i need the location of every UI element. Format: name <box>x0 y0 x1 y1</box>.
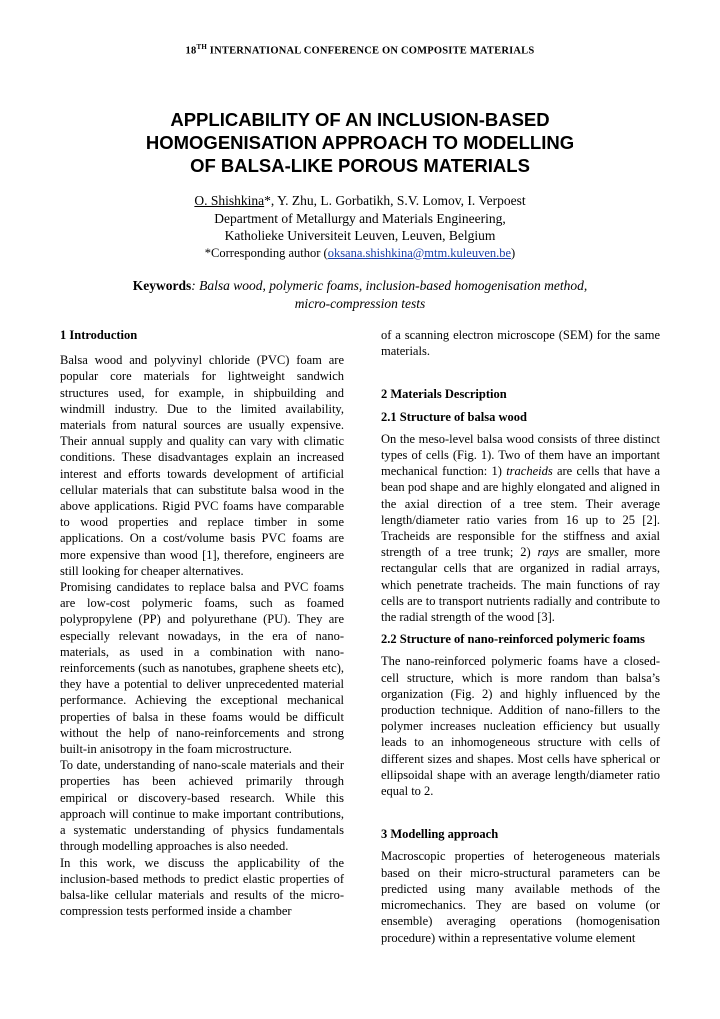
paragraph: To date, understanding of nano-scale materials and their properties has been achieved primarily through empirical or discovery-based research. While this approach will continue to make important contributions, a systematic understanding of physics fundamentals through modelling approaches is also needed. <box>60 758 344 854</box>
section-heading-modelling: 3 Modelling approach <box>381 827 499 842</box>
paragraph: Balsa wood and polyvinyl chloride (PVC) foam are popular core materials for lightweight sandwich structures used, for example, in shipbuilding and windmill industry. Due to the limited availability, materials from natural sources are usually expensive. Their annual supply and quality can vary with climatic conditions. These disadvantages explain an increased interest and efforts towards development of artificial cellular materials that can substitute balsa wood in the above applications. Rigid PVC foams have comparable to wood properties and replace timber in some applications. On a cost/volume basis PVC foams are more expensive than wood [1], therefore, engineers are still looking for cheaper alternatives. <box>60 353 344 578</box>
co-authors: *, Y. Zhu, L. Gorbatikh, S.V. Lomov, I. Verpoest <box>264 193 526 208</box>
keywords <box>70 277 650 313</box>
section-heading-materials: 2 Materials Description <box>381 387 507 402</box>
author-block <box>160 192 560 262</box>
keywords-list: : Balsa wood, polymeric foams, inclusion-based homogenisation method, <box>191 278 588 293</box>
keywords-label: Keywords <box>132 278 192 293</box>
conference-name: INTERNATIONAL CONFERENCE ON COMPOSITE MATERIALS <box>206 45 535 57</box>
conference-ordinal: TH <box>196 43 207 51</box>
paragraph: Macroscopic properties of heterogeneous materials based on their micro-structural parameters can be predicted using many available methods of the micromechanics. They are based on volume (or ensemble) averaging operations (homogenisation procedure) within a representative volume element <box>381 849 660 945</box>
right-column <box>381 327 660 946</box>
keywords-list-cont: micro-compression tests <box>294 296 426 311</box>
paragraph: In this work, we discuss the applicability of the inclusion-based methods to predict elastic properties of balsa-like cellular materials and results of the micro-compression tests performed inside a chamber <box>60 855 344 919</box>
subsection-heading-foams: 2.2 Structure of nano-reinforced polymeric foams <box>381 632 645 647</box>
affiliation-univ: Katholieke Universiteit Leuven, Leuven, Belgium <box>224 228 496 243</box>
paragraph: of a scanning electron microscope (SEM) for the same materials. <box>381 328 660 359</box>
subsection-heading-balsa: 2.1 Structure of balsa wood <box>381 409 527 424</box>
title-line: HOMOGENISATION APPROACH TO MODELLING <box>145 132 575 153</box>
term-rays: rays <box>537 545 560 560</box>
term-tracheids: tracheids <box>506 464 553 479</box>
conference-header <box>0 43 720 57</box>
left-column <box>60 327 344 919</box>
title-line: OF BALSA-LIKE POROUS MATERIALS <box>190 155 530 176</box>
paragraph: Promising candidates to replace balsa and PVC foams are low-cost polymeric foams, such as foamed polypropylene (PP) and polyurethane (PU). They are especially relevant nowadays, in the era of nano-materials, as used in a combination with nano-reinforcements (such as nanotubes, graphene sheets etc), they have a potential to deliver unprecedented material performance. Achieving the exceptional mechanical properties of balsa in these foams would be difficult without the help of nano-reinforcements and strong built-in anisotropy in the foam microstructure. <box>60 580 344 757</box>
section-heading-introduction: 1 Introduction <box>60 328 138 342</box>
email-link[interactable]: oksana.shishkina@mtm.kuleuven.be <box>327 245 512 260</box>
paragraph: The nano-reinforced polymeric foams have a closed-cell structure, which is more random than balsa’s organization (Fig. 2) and highly influenced by the production technique. Addition of nano-fillers to the polymer increases nucleation efficiency but usually leads to an inhomogeneous structure with cells of different sizes and shapes. Most cells have spherical or ellipsoidal shape with an average length/diameter ratio equal to 2. <box>381 654 660 799</box>
first-author: O. Shishkina <box>194 193 265 208</box>
title-line: APPLICABILITY OF AN INCLUSION-BASED <box>170 109 550 130</box>
corresponding-author: *Corresponding author (oksana.shishkina@mtm.kuleuven.be) <box>204 245 516 260</box>
affiliation-dept: Department of Metallurgy and Materials Engineering, <box>214 210 506 226</box>
author-list <box>160 192 560 210</box>
conference-number: 18 <box>185 45 197 57</box>
paper-title <box>60 108 660 177</box>
paragraph: On the meso-level balsa wood consists of three distinct types of cells (Fig. 1). Two of them have an important mechanical function: 1) tracheids are cells that have a bean pod shape and are highly elongated and aligned in the axial direction of a tree stem. Their average length/diameter ratio varies from 16 up to 25 [2]. Tracheids are responsible for the stiffness and axial strength of a tree trunk; 2) rays are smaller, more rectangular cells that are organized in radial arrays, which penetrate tracheids. The main functions of ray cells are to transport nutrients radially and contribute to the radial strength of the wood [3]. <box>381 431 660 625</box>
